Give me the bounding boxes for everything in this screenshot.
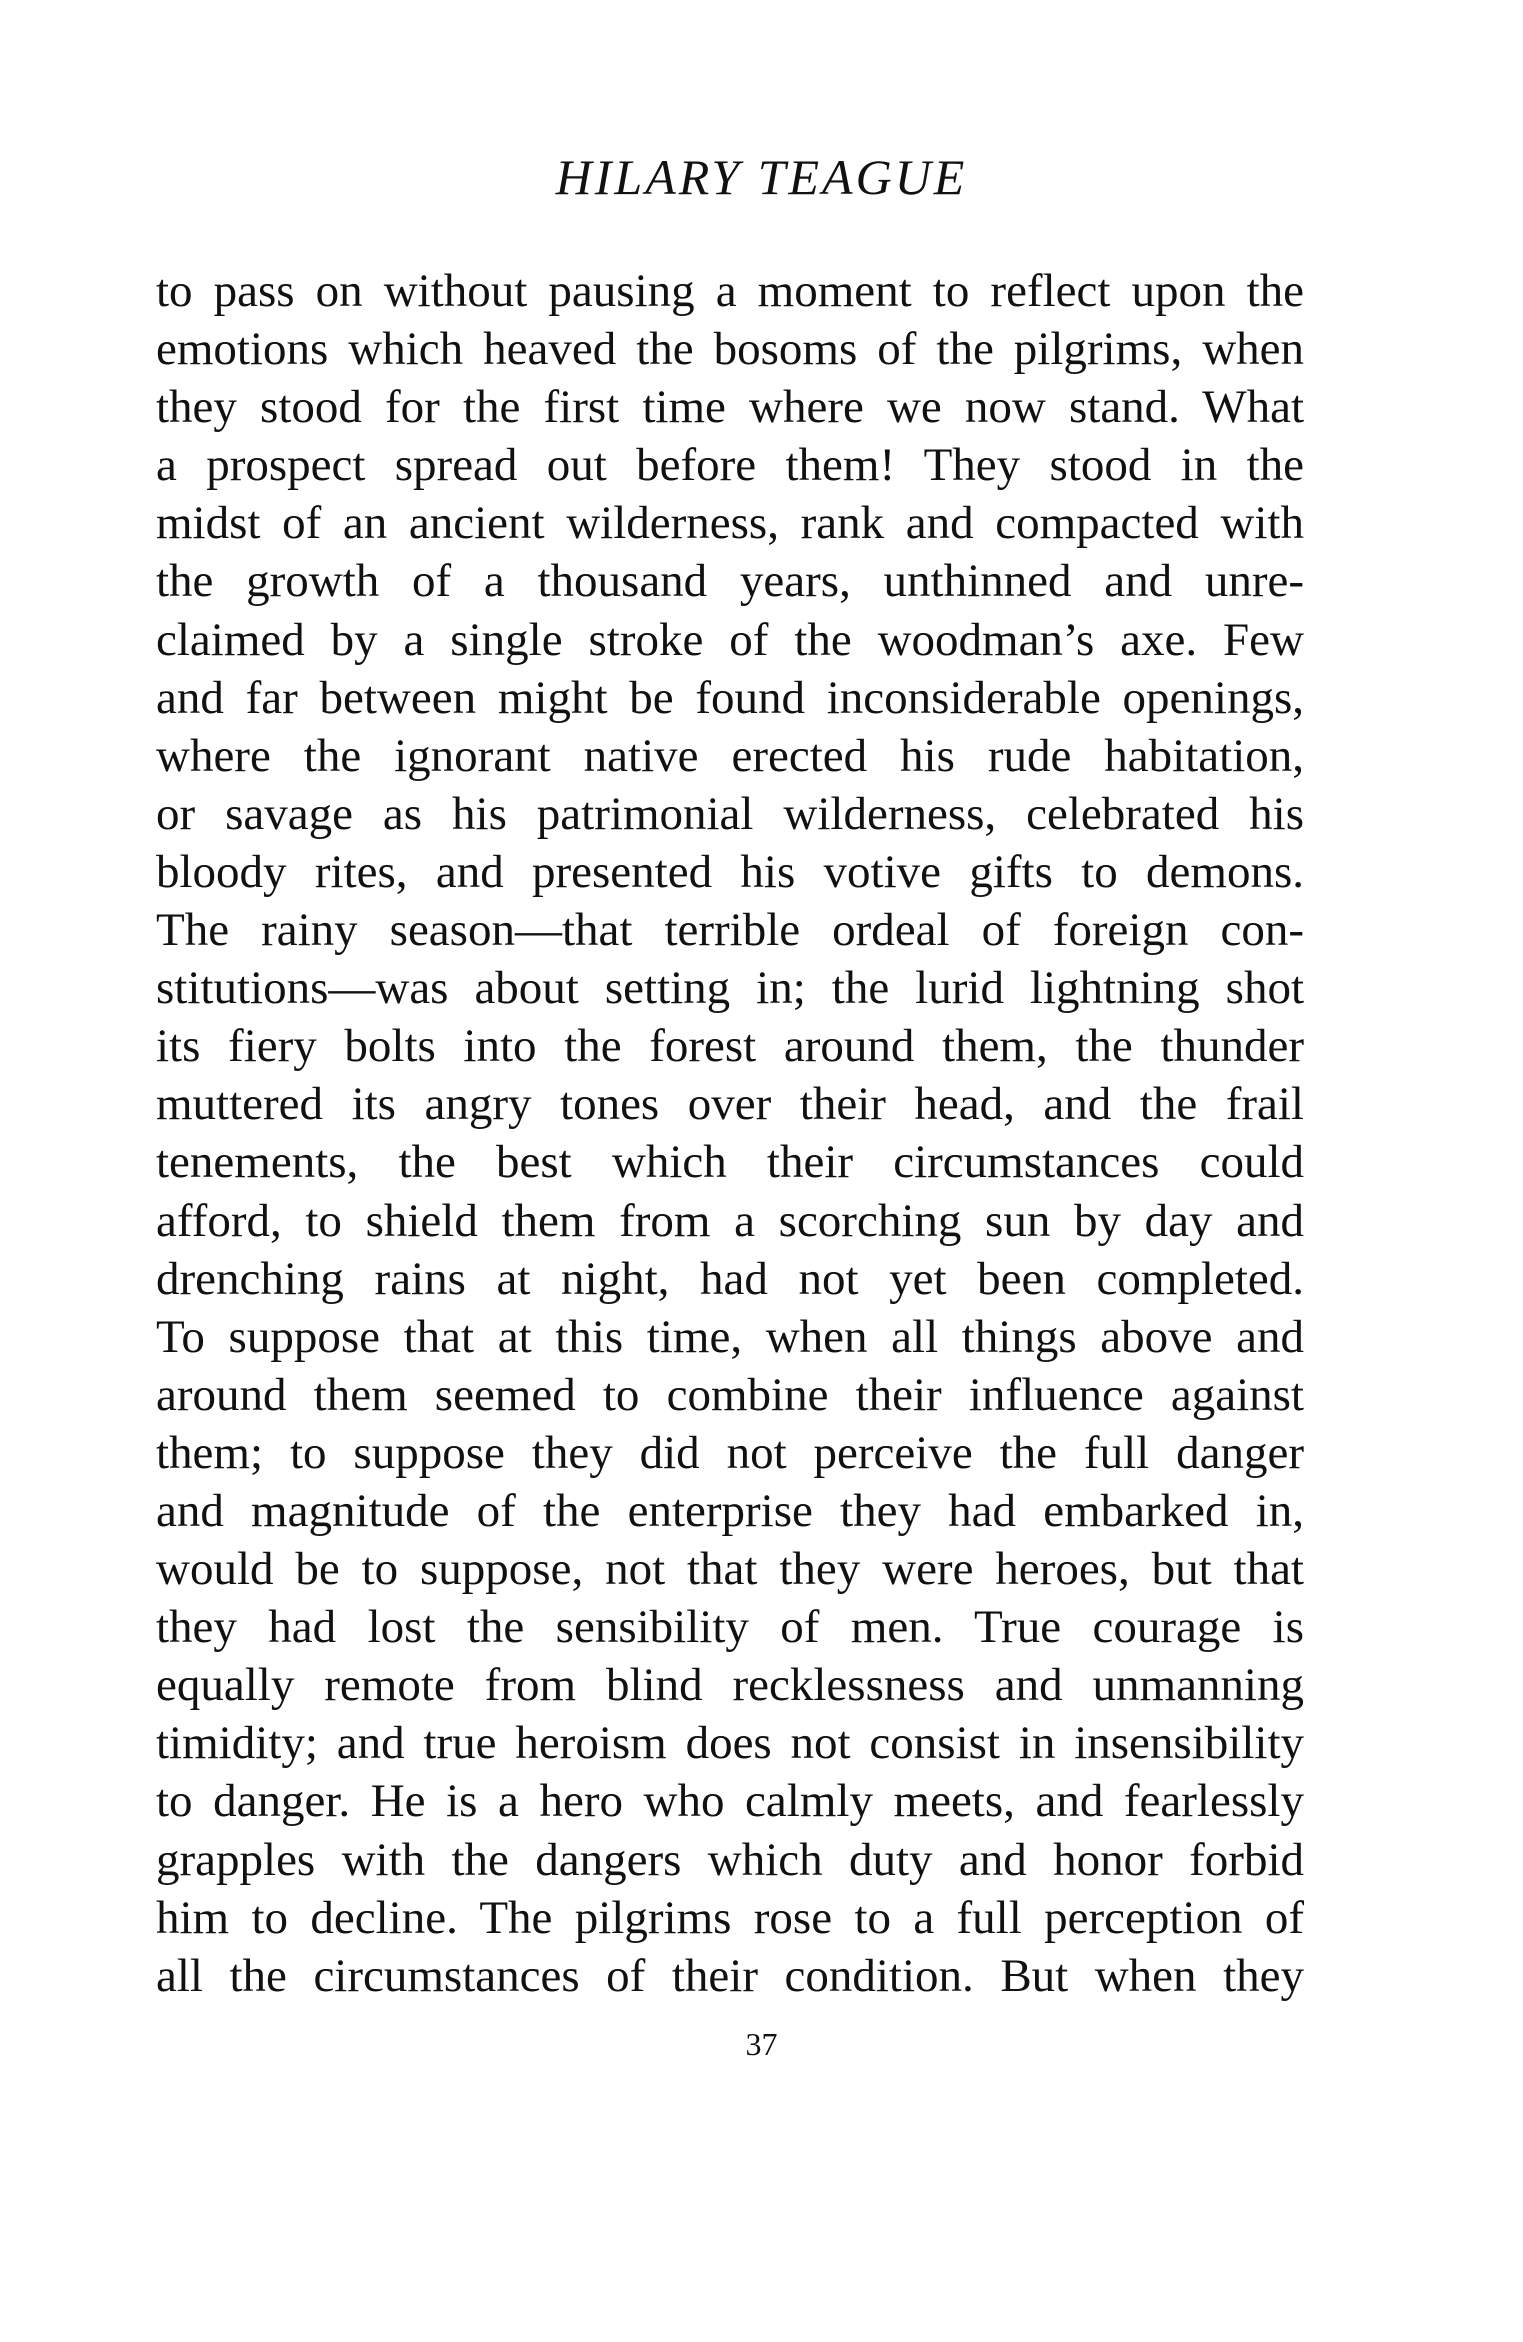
text-line: bloody rites, and presented his votive gifts to demons. [156, 845, 1304, 898]
text-line: claimed by a single stroke of the woodman’s axe. Few [156, 613, 1304, 666]
text-line: its fiery bolts into the forest around them, the thunder [156, 1020, 1304, 1073]
text-line: to danger. He is a hero who calmly meets, and fearlessly [156, 1775, 1304, 1828]
text-line: muttered its angry tones over their head, and the frail [156, 1078, 1304, 1131]
text-line: midst of an ancient wilderness, rank and compacted with [156, 497, 1304, 550]
text-line: and magnitude of the enterprise they had embarked in, [156, 1484, 1304, 1537]
text-line: The rainy season—that terrible ordeal of foreign con- [156, 904, 1304, 957]
body-text [156, 262, 1304, 2005]
text-line: timidity; and true heroism does not consist in insensibility [156, 1717, 1304, 1770]
text-line: and far between might be found inconsiderable openings, [156, 671, 1304, 724]
text-line: drenching rains at night, had not yet been completed. [156, 1252, 1304, 1305]
text-line: equally remote from blind recklessness and unmanning [156, 1659, 1304, 1712]
text-line: stitutions—was about setting in; the lurid lightning shot [156, 962, 1304, 1015]
text-line: they stood for the first time where we now stand. What [156, 381, 1304, 434]
text-line: where the ignorant native erected his rude habitation, [156, 729, 1304, 782]
text-line: tenements, the best which their circumstances could [156, 1136, 1304, 1189]
text-line: emotions which heaved the bosoms of the pilgrims, when [156, 323, 1304, 376]
text-line: around them seemed to combine their influence against [156, 1368, 1304, 1421]
text-line: they had lost the sensibility of men. True courage is [156, 1601, 1304, 1654]
text-line: would be to suppose, not that they were heroes, but that [156, 1543, 1304, 1596]
text-line: the growth of a thousand years, unthinned and unre- [156, 555, 1304, 608]
text-line: afford, to shield them from a scorching sun by day and [156, 1194, 1304, 1247]
text-line: a prospect spread out before them! They stood in the [156, 439, 1304, 492]
text-line: To suppose that at this time, when all things above and [156, 1310, 1304, 1363]
page-number: 37 [745, 2026, 778, 2062]
text-line: them; to suppose they did not perceive the full danger [156, 1426, 1304, 1479]
text-line: or savage as his patrimonial wilderness, celebrated his [156, 787, 1304, 840]
text-line: him to decline. The pilgrims rose to a full perception of [156, 1891, 1304, 1944]
text-line: all the circumstances of their condition. But when they [156, 1949, 1304, 2002]
running-head: HILARY TEAGUE [555, 149, 968, 205]
text-line: grapples with the dangers which duty and honor forbid [156, 1833, 1304, 1886]
text-line: to pass on without pausing a moment to reflect upon the [156, 265, 1304, 317]
